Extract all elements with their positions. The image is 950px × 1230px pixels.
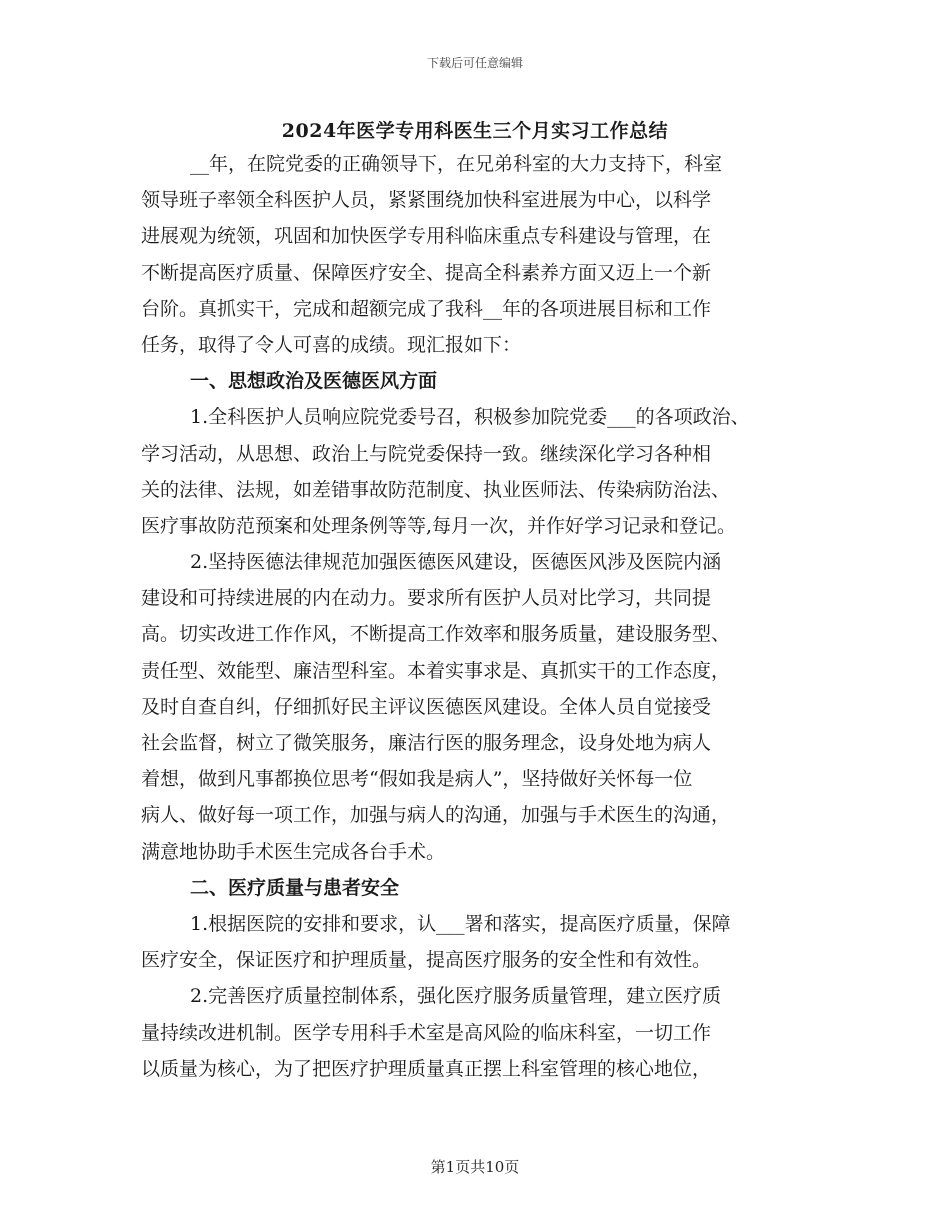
body-text-line: 高。切实改进工作作风，不断提高工作效率和服务质量，建设服务型、 <box>141 623 731 646</box>
document-body <box>141 146 831 1087</box>
body-text-line: 量持续改进机制。医学专用科手术室是高风险的临床科室，一切工作 <box>141 1021 712 1044</box>
body-text-line: __年，在院党委的正确领导下，在兄弟科室的大力支持下，科室 <box>190 153 723 175</box>
body-text-line: 2.完善医疗质量控制体系，强化医疗服务质量管理，建立医疗质 <box>190 985 722 1008</box>
body-text-line: 责任型、效能型、廉洁型科室。本着实事求是、真抓实干的工作态度， <box>141 659 731 682</box>
body-text-line: 医疗安全，保证医疗和护理质量，提高医疗服务的安全性和有效性。 <box>141 949 712 972</box>
section-heading: 一、思想政治及医德医风方面 <box>190 370 438 393</box>
header-note: 下载后可任意编辑 <box>426 56 523 70</box>
body-text-line: 领导班子率领全科医护人员，紧紧围绕加快科室进展为中心，以科学 <box>141 189 712 212</box>
body-text-line: 任务，取得了令人可喜的成绩。现汇报如下： <box>141 333 522 356</box>
body-text-line: 2.坚持医德法律规范加强医德医风建设，医德医风涉及医院内涵 <box>190 551 722 574</box>
body-text-line: 及时自查自纠，仔细抓好民主评议医德医风建设。全体人员自觉接受 <box>141 695 712 718</box>
body-text-line: 1.全科医护人员响应院党委号召，积极参加院党委___的各项政治、 <box>190 406 750 429</box>
body-text-line: 1.根据医院的安排和要求，认___署和落实，提高医疗质量，保障 <box>190 912 731 935</box>
body-text-line: 满意地协助手术医生完成各台手术。 <box>141 840 446 863</box>
body-text-line: 关的法律、法规，如差错事故防范制度、执业医师法、传染病防治法、 <box>141 478 731 501</box>
body-text-line: 台阶。真抓实干，完成和超额完成了我科__年的各项进展目标和工作 <box>141 297 712 320</box>
body-text-line: 社会监督，树立了微笑服务，廉洁行医的服务理念，设身处地为病人 <box>141 732 712 754</box>
body-text-line: 建设和可持续进展的内在动力。要求所有医护人员对比学习，共同提 <box>141 587 712 610</box>
body-text-line: 进展观为统领，巩固和加快医学专用科临床重点专科建设与管理，在 <box>141 225 712 248</box>
page-footer: 第1页共10页 <box>430 1158 520 1176</box>
body-text-line: 以质量为核心，为了把医疗护理质量真正摆上科室管理的核心地位， <box>141 1057 712 1080</box>
body-text-line: 学习活动，从思想、政治上与院党委保持一致。继续深化学习各种相 <box>141 442 712 465</box>
body-text-line: 着想，做到凡事都换位思考“假如我是病人”，坚持做好关怀每一位 <box>141 768 693 791</box>
body-text-line: 病人、做好每一项工作，加强与病人的沟通，加强与手术医生的沟通， <box>141 804 731 827</box>
body-text-line: 医疗事故防范预案和处理条例等等,每月一次，并作好学习记录和登记。 <box>141 514 737 537</box>
document-title: 2024年医学专用科医生三个月实习工作总结 <box>281 120 669 142</box>
section-heading: 二、医疗质量与患者安全 <box>190 876 400 899</box>
body-text-line: 不断提高医疗质量、保障医疗安全、提高全科素养方面又迈上一个新 <box>141 261 712 284</box>
